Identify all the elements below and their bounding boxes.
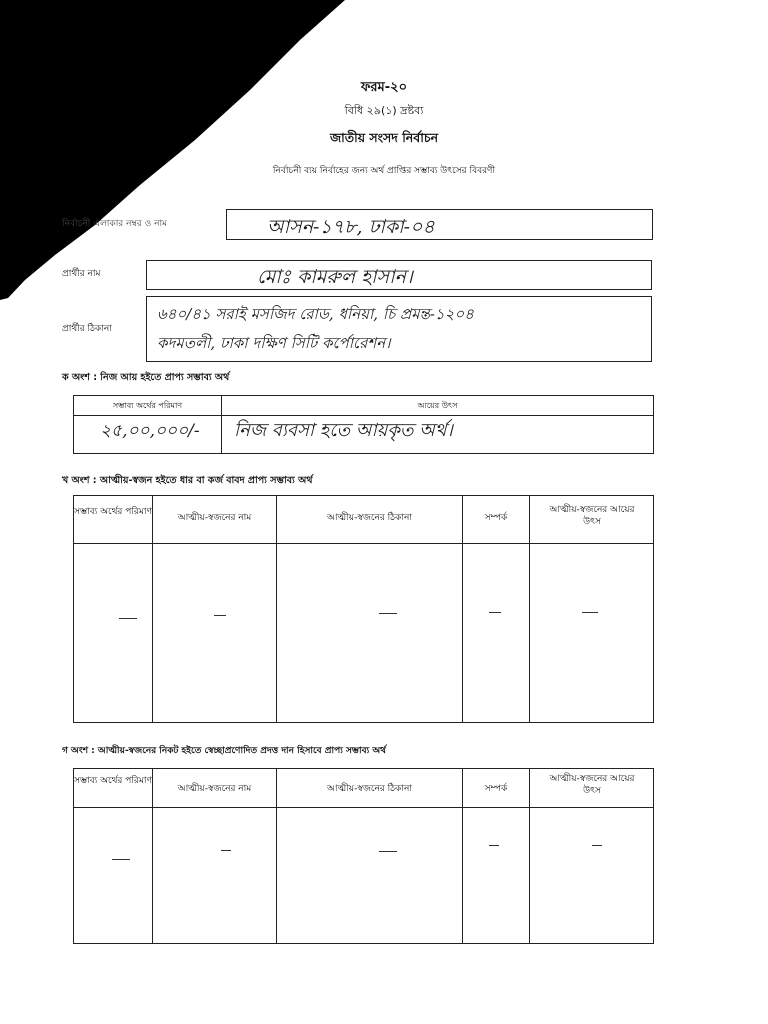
ga-header-name: আত্মীয়-স্বজনের নাম — [177, 784, 252, 794]
ga-header-relation: সম্পর্ক — [484, 784, 508, 794]
ga-cell-relation-dash — [489, 845, 499, 846]
address-line-2: কদমতলী, ঢাকা দক্ষিণ সিটি কর্পোরেশন। — [157, 334, 391, 352]
section-ka-title: ক অংশ : নিজ আয় হইতে প্রাপ্য সম্ভাব্য অর্থ — [62, 372, 230, 383]
kha-cell-amount-dash — [119, 618, 137, 619]
ga-header-amount: সম্ভাব্য অর্থের পরিমাণ — [74, 776, 152, 786]
ga-cell-income-dash — [592, 845, 602, 846]
section-ka-table — [73, 395, 654, 454]
section-ga-table — [73, 768, 654, 944]
candidate-name-box — [146, 260, 652, 290]
kha-header-income-source: আত্মীয়-স্বজনের আয়ের উৎস — [549, 505, 635, 527]
ga-header-income-source: আত্মীয়-স্বজনের আয়ের উৎস — [549, 774, 635, 796]
kha-cell-name-dash — [214, 615, 226, 616]
constituency-value: আসন-১৭৮, ঢাকা-০৪ — [267, 216, 435, 238]
address-line-1: ৬৪০/৪১ সরাই মসজিদ রোড, ধনিয়া, চি প্রমন্ত-১২০৪ — [157, 305, 474, 323]
constituency-box — [226, 209, 653, 240]
ka-amount-value: ২৫,০০,০০০/- — [100, 421, 200, 441]
section-ga-title: গ অংশ : আত্মীয়-স্বজনের নিকট হইতে স্বেচ্ছাপ্রণোদিত প্রদত্ত দান হিসাবে প্রাপ্য সম্ভাব্য অর্থ — [62, 746, 387, 756]
kha-header-relation: সম্পর্ক — [484, 513, 508, 523]
ga-cell-amount-dash — [112, 859, 130, 860]
address-box — [146, 296, 652, 362]
address-label: প্রার্থীর ঠিকানা — [62, 324, 112, 334]
section-kha-table — [73, 495, 654, 723]
candidate-name-label: প্রার্থীর নাম — [62, 269, 101, 279]
candidate-name-value: মোঃ কামরুল হাসান। — [257, 266, 413, 288]
ga-header-address: আত্মীয়-স্বজনের ঠিকানা — [327, 784, 412, 794]
kha-cell-relation-dash — [489, 612, 501, 613]
form-subtitle: নির্বাচনী ব্যয় নির্বাহের জন্য অর্থ প্রাপ্তির সম্ভাব্য উৎসের বিবরণী — [272, 166, 496, 176]
ka-source-value: নিজ ব্যবসা হতে আয়কৃত অর্থ। — [234, 420, 453, 441]
rule-reference: বিধি ২৯(১) দ্রষ্টব্য — [344, 104, 424, 117]
ka-header-amount: সম্ভাব্য অর্থের পরিমাণ — [112, 401, 183, 410]
kha-cell-address-dash — [379, 613, 397, 614]
scan-corner-shadow — [0, 0, 380, 300]
election-title: জাতীয় সংসদ নির্বাচন — [329, 130, 439, 145]
ga-cell-address-dash — [379, 851, 397, 852]
form-number: ফরম-২০ — [360, 80, 408, 95]
constituency-label: নির্বাচনী এলাকার নম্বর ও নাম — [62, 219, 168, 229]
kha-cell-income-dash — [582, 612, 598, 613]
section-kha-title: খ অংশ : আত্মীয়-স্বজন হইতে ধার বা কর্জ বাবদ প্রাপ্য সম্ভাব্য অর্থ — [62, 475, 313, 486]
ga-cell-name-dash — [221, 850, 231, 851]
kha-header-name: আত্মীয়-স্বজনের নাম — [177, 513, 252, 523]
kha-header-address: আত্মীয়-স্বজনের ঠিকানা — [327, 513, 412, 523]
kha-header-amount: সম্ভাব্য অর্থের পরিমাণ — [74, 507, 152, 517]
ka-header-source: আয়ের উৎস — [417, 401, 458, 410]
